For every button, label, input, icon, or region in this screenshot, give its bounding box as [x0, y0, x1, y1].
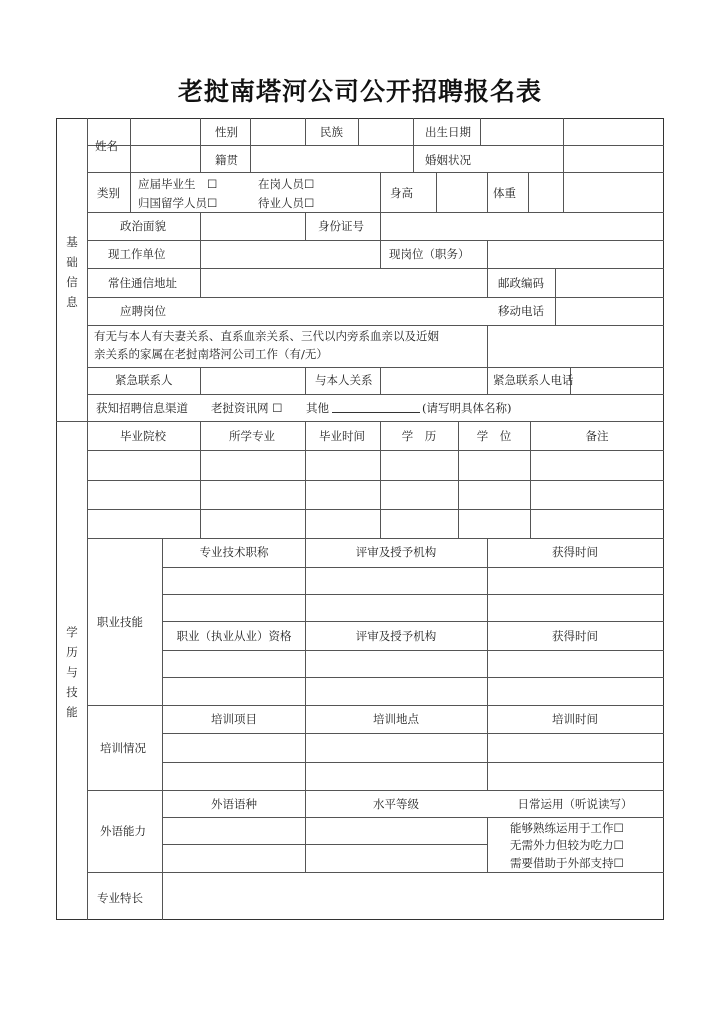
label-id-number: 身份证号 — [318, 219, 364, 233]
label-language: 外语能力 — [100, 824, 146, 838]
label-address: 常住通信地址 — [108, 276, 177, 290]
language-header: 日常运用（听说读写） — [517, 797, 633, 811]
grid-line — [380, 367, 381, 394]
grid-line — [413, 118, 414, 172]
option-unemployed: 待业人员☐ — [258, 196, 315, 210]
education-header: 备注 — [585, 429, 609, 443]
grid-line — [87, 480, 664, 481]
grid-line — [162, 844, 487, 845]
label-professional-skills: 职业技能 — [97, 615, 143, 629]
grid-line — [162, 872, 163, 920]
grid-line — [200, 367, 201, 394]
training-header: 培训时间 — [552, 712, 598, 726]
grid-line — [87, 172, 664, 173]
label-specialty: 专业特长 — [97, 891, 143, 905]
education-header: 毕业院校 — [120, 429, 166, 443]
grid-line — [380, 172, 381, 212]
label-birth-date: 出生日期 — [425, 125, 471, 139]
label-postal-code: 邮政编码 — [498, 276, 544, 290]
language-option: 无需外力但较为吃力☐ — [510, 838, 624, 852]
label-category: 类别 — [97, 186, 120, 200]
grid-line — [87, 240, 664, 241]
grid-line — [380, 240, 381, 268]
grid-line — [480, 118, 481, 145]
label-current-employer: 现工作单位 — [108, 247, 166, 261]
grid-line — [87, 367, 664, 368]
label-relationship: 与本人关系 — [315, 373, 373, 387]
grid-line — [436, 172, 437, 212]
education-header: 所学专业 — [229, 429, 275, 443]
grid-line — [87, 394, 664, 395]
section-label-basic: 基础信息 — [66, 235, 78, 309]
grid-line — [87, 118, 88, 920]
grid-line — [487, 817, 488, 872]
language-header: 外语语种 — [211, 797, 257, 811]
option-fresh-graduate: 应届毕业生 ☐ — [138, 177, 218, 191]
grid-line — [200, 145, 563, 146]
option-laos-news: 老挝资讯网 ☐ — [211, 401, 283, 415]
grid-line — [87, 705, 664, 706]
education-header: 毕业时间 — [319, 429, 365, 443]
label-current-position: 现岗位（职务） — [389, 247, 470, 261]
section-label-education: 学历与技能 — [66, 625, 78, 719]
option-returnee: 归国留学人员☐ — [138, 196, 218, 210]
grid-line — [487, 705, 488, 790]
grid-line — [200, 268, 201, 297]
page-title: 老挝南塔河公司公开招聘报名表 — [177, 77, 542, 106]
grid-line — [487, 172, 488, 212]
training-header: 培训项目 — [211, 712, 257, 726]
grid-line — [162, 762, 664, 763]
grid-line — [162, 677, 664, 678]
grid-line — [130, 172, 131, 212]
label-native-place: 籍贯 — [215, 153, 238, 167]
grid-line — [162, 567, 664, 568]
language-header: 水平等级 — [373, 797, 419, 811]
grid-line — [250, 118, 251, 172]
grid-line — [200, 118, 201, 172]
label-height: 身高 — [390, 186, 413, 200]
label-ethnicity: 民族 — [320, 125, 343, 139]
skills-qualification-header: 获得时间 — [552, 629, 598, 643]
grid-line — [87, 872, 664, 873]
label-marital-status: 婚姻状况 — [425, 153, 471, 167]
language-option: 能够熟练运用于工作☐ — [510, 821, 624, 835]
grid-line — [305, 705, 306, 790]
grid-line — [87, 790, 664, 791]
label-applied-position: 应聘岗位 — [120, 304, 166, 318]
grid-line — [200, 212, 201, 240]
grid-line — [305, 212, 306, 240]
grid-line — [563, 118, 564, 212]
grid-line — [305, 367, 306, 394]
grid-line — [162, 594, 664, 595]
label-relatives-line1: 有无与本人有夫妻关系、直系血亲关系、三代以内旁系血亲以及近姻 — [94, 329, 439, 343]
skills-qualification-header: 职业（执业从业）资格 — [176, 629, 292, 643]
grid-line — [56, 421, 664, 422]
grid-line — [487, 367, 488, 394]
label-gender: 性别 — [215, 125, 238, 139]
grid-line — [358, 118, 359, 145]
label-weight: 体重 — [493, 186, 516, 200]
label-relatives-line2: 亲关系的家属在老挝南塔河公司工作（有/无） — [94, 347, 328, 361]
option-employed: 在岗人员☐ — [258, 177, 315, 191]
grid-line — [130, 118, 131, 172]
grid-line — [528, 172, 529, 212]
label-channel-note: (请写明具体名称) — [422, 401, 512, 415]
skills-title-header: 获得时间 — [552, 545, 598, 559]
grid-line — [162, 705, 163, 790]
grid-line — [162, 817, 664, 818]
grid-line — [87, 325, 664, 326]
grid-line — [487, 268, 488, 297]
grid-line — [305, 790, 306, 872]
grid-line — [162, 790, 163, 872]
grid-line — [487, 240, 488, 268]
label-channel-other: 其他 — [306, 401, 329, 415]
grid-line — [87, 212, 664, 213]
grid-line — [380, 212, 381, 240]
grid-line — [162, 621, 664, 622]
grid-line — [87, 297, 664, 298]
label-info-channel: 获知招聘信息渠道 — [96, 401, 188, 415]
label-political-status: 政治面貌 — [120, 219, 166, 233]
label-training: 培训情况 — [100, 741, 146, 755]
education-header: 学 历 — [401, 429, 437, 443]
language-option: 需要借助于外部支持☐ — [510, 856, 624, 870]
skills-qualification-header: 评审及授予机构 — [355, 629, 437, 643]
grid-line — [87, 509, 664, 510]
label-name: 姓名 — [95, 139, 118, 153]
channel-other-field[interactable] — [332, 398, 420, 413]
grid-line — [87, 538, 664, 539]
skills-title-header: 专业技术职称 — [199, 545, 269, 559]
grid-line — [87, 450, 664, 451]
education-header: 学 位 — [476, 429, 512, 443]
training-header: 培训地点 — [373, 712, 419, 726]
grid-line — [162, 733, 664, 734]
grid-line — [305, 118, 306, 145]
skills-title-header: 评审及授予机构 — [355, 545, 437, 559]
grid-line — [487, 325, 488, 367]
grid-line — [200, 240, 201, 268]
label-emergency-contact: 紧急联系人 — [115, 373, 173, 387]
grid-line — [162, 650, 664, 651]
grid-line — [87, 268, 664, 269]
label-mobile: 移动电话 — [498, 304, 544, 318]
label-emergency-phone: 紧急联系人电话 — [493, 373, 574, 387]
